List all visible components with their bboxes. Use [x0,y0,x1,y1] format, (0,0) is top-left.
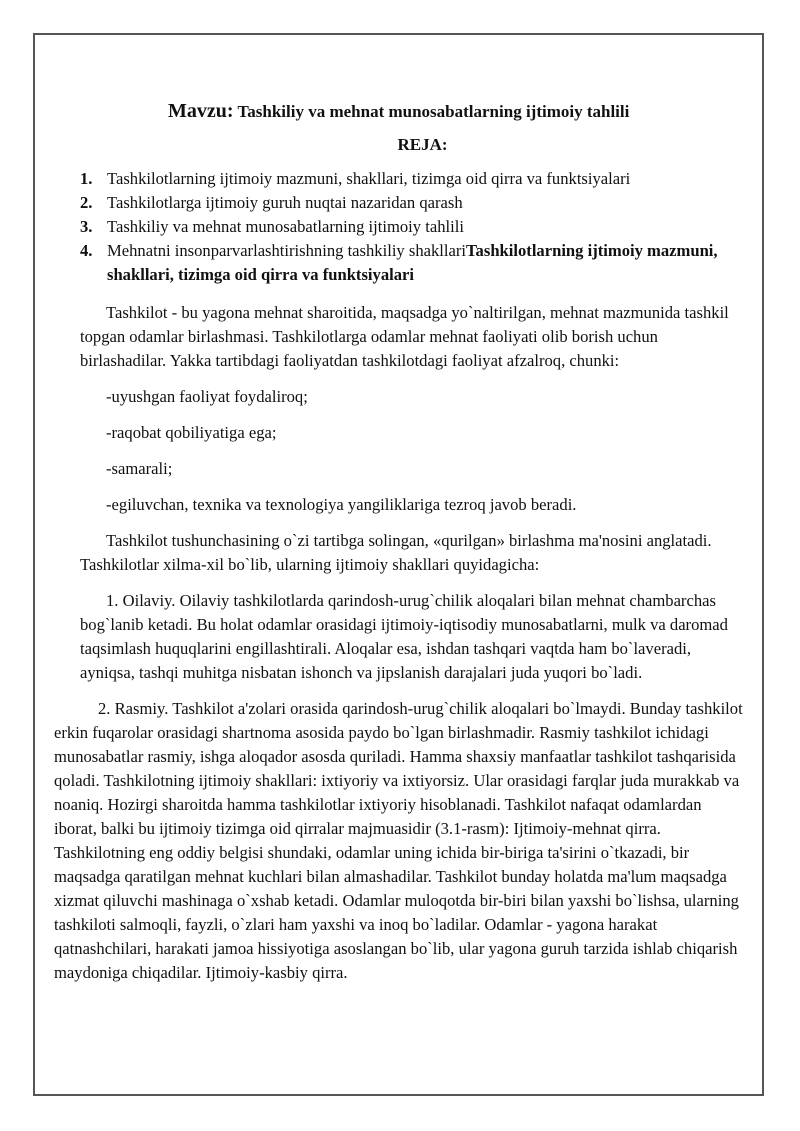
paragraph-definition: Tashkilot - bu yagona mehnat sharoitida, maqsadga yo`naltirilgan, mehnat mazmunida tashkil topgan odamlar birlashmasi. Tashkilotlarga odamlar mehnat faoliyati olib borish uchun birlashadilar. Yakka tartibdagi faoliyatdan tashkilotdagi faoliyat afzalroq, chunki: [80,303,729,370]
list-item-dash: -uyushgan faoliyat foydaliroq; [106,387,308,406]
list-item-dash: -egiluvchan, texnika va texnologiya yangiliklariga tezroq javob beradi. [106,495,577,514]
plan-item-3 [80,215,745,239]
plan-item-number: 3. [80,217,93,236]
plan-item-text: Tashkilotlarga ijtimoiy guruh nuqtai nazaridan qarash [107,193,463,212]
plan-item-text: Mehnatni insonparvarlashtirishning tashkiliy shakllari [107,241,467,260]
plan-list [80,167,745,287]
plan-item-2 [80,191,745,215]
document-title [168,98,745,125]
document-body [54,98,745,985]
paragraph-official-form-wrapper [54,697,744,985]
plan-item-text: Tashkiliy va mehnat munosabatlarning ijtimoiy tahlili [107,217,464,236]
paragraph-official-form: 2. Rasmiy. Tashkilot a'zolari orasida qarindosh-urug`chilik aloqalari bo`lmaydi. Bunday tashkilot erkin fuqarolar orasidagi shartnoma asosida paydo bo`lgan birlashmadir. Rasmiy tashkilot ichidagi munosabatlar rasmiy, ishga aloqador asosda quriladi. Hamma shaxsiy manfaatlar tashkilot tashqarisida qoladi. Tashkilotning ijtimoiy shakllari: ixtiyoriy va ixtiyorsiz. Ular orasidagi farqlar juda murakkab va noaniq. Hozirgi sharoitda hamma tashkilotlar ixtiyoriy hisoblanadi. Tashkilot nafaqat odamlardan iborat, balki bu ijtimoiy tizimga oid qirralar majmuasidir (3.1-rasm): Ijtimoiy-mehnat qirra. Tashkilotning eng oddiy belgisi shundaki, odamlar uning ichida bir-biriga ta'sirini o`tkazadi, bir maqsadga qaratilgan mehnat kuchlari bilan almashadilar. Tashkilot bunday holatda ma'lum maqsadga xizmat qiluvchi mashinaga o`xshab ketadi. Odamlar muloqotda bir-biri bilan yaxshi bo`lishsa, ularning tashkiloti salmoqli, fayzli, o`zlari ham yaxshi va inoq bo`ladilar. Odamlar - yagona harakat qatnashchilari, harakati jamoa hissiyotiga asoslangan bo`lib, ular yagona guruh tarzida ishlab chiqarish maydoniga chiqadilar. Ijtimoiy-kasbiy qirra. [54,699,743,982]
title-text: Tashkiliy va mehnat munosabatlarning ijtimoiy tahlili [233,102,630,121]
plan-item-4 [80,239,745,287]
paragraph-family-form: 1. Oilaviy. Oilaviy tashkilotlarda qarindosh-urug`chilik aloqalari bilan mehnat chambarchas bog`lanib ketadi. Bu holat odamlar orasidagi ijtimoiy-iqtisodiy munosabatlarni, mulk va daromad taqsimlash huquqlarini engillashtirali. Aloqalar esa, ishdan tashqari vaqtda ham bo`laveradi, ayniqsa, tashqi muhitga nisbatan ishonch va jipslanish darajalari juda yuqori bo`ladi. [80,591,728,682]
plan-item-number: 2. [80,193,93,212]
list-item-dash: -samarali; [106,459,173,478]
plan-item-text: Tashkilotlarning ijtimoiy mazmuni, shakllari, tizimga oid qirra va funktsiyalari [107,169,631,188]
title-prefix: Mavzu: [168,100,234,122]
plan-item-1 [80,167,745,191]
plan-heading: REJA: [397,135,448,154]
list-item-dash: -raqobat qobiliyatiga ega; [106,423,277,442]
plan-item-number: 1. [80,169,93,188]
section-heading: Tashkilotlarning ijtimoiy mazmuni, shakllari, tizimga oid qirra va funktsiyalari [107,241,718,284]
paragraph-forms-intro: Tashkilot tushunchasining o`zi tartibga solingan, «qurilgan» birlashma ma'nosini anglatadi. Tashkilotlar xilma-xil bo`lib, ularning ijtimoiy shakllari quyidagicha: [80,531,712,574]
plan-item-number: 4. [80,241,93,260]
